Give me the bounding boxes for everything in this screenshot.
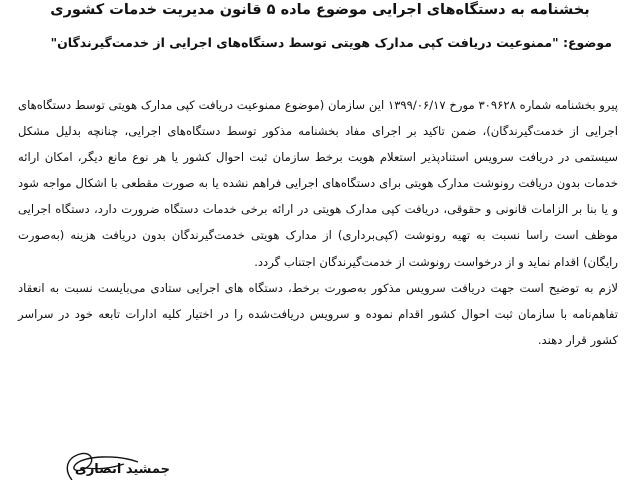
document-title: بخشنامه به دستگاه‌های اجرایی موضوع ماده ۵ قانون مدیریت خدمات کشوری (50, 2, 590, 18)
document-body (18, 92, 618, 353)
body-paragraph-1: پیرو بخشنامه شماره ۳۰۹۶۲۸ مورخ ۱۳۹۹/۰۶/۱۷ این سازمان (موضوع ممنوعیت دریافت کپی مدارک هویتی توسط دستگاه‌های اجرایی از خدمت‌گیرندگان)، ضمن تاکید بر اجرای مفاد بخشنامه مذکور توسط دستگاه‌های اجرایی، چنانچه بدلیل مشکل سیستمی در دریافت سرویس استنادپذیر استعلام هویت برخط سازمان ثبت احوال کشور یا هر نوع مانع دیگر، امکان ارائه خدمات بدون دریافت رونوشت مدارک هویتی برای دستگاه‌های اجرایی فراهم نشده یا به صورت مقطعی با اشکال مواجه شود و یا بنا بر الزامات قانونی و حقوقی، دریافت کپی مدارک هویتی در ارائه برخی خدمات دستگاه ضرورت دارد، دستگاه اجرایی موظف است راسا نسبت به تهیه رونوشت (کپی‌برداری) از مدارک هویتی خدمت‌گیرندگان بدون دریافت هزینه (به‌صورت رایگان) اقدام نماید و از درخواست رونوشت از خدمت‌گیرندگان اجتناب گردد. (18, 98, 619, 269)
signer-name: جمشید انصاری (74, 462, 170, 477)
body-paragraph-2: لازم به توضیح است جهت دریافت سرویس مذکور به‌صورت برخط، دستگاه های اجرایی ستادی می‌بایست نسبت به انعقاد تفاهم‌نامه با سازمان ثبت احوال کشور اقدام نموده و سرویس دریافت‌شده را در اختیار کلیه ادارات تابعه خود در سراسر کشور قرار دهند. (18, 280, 618, 347)
document-subject: موضوع: "ممنوعیت دریافت کپی مدارک هویتی توسط دستگاه‌های اجرایی از خدمت‌گیرندگان" (50, 35, 612, 50)
